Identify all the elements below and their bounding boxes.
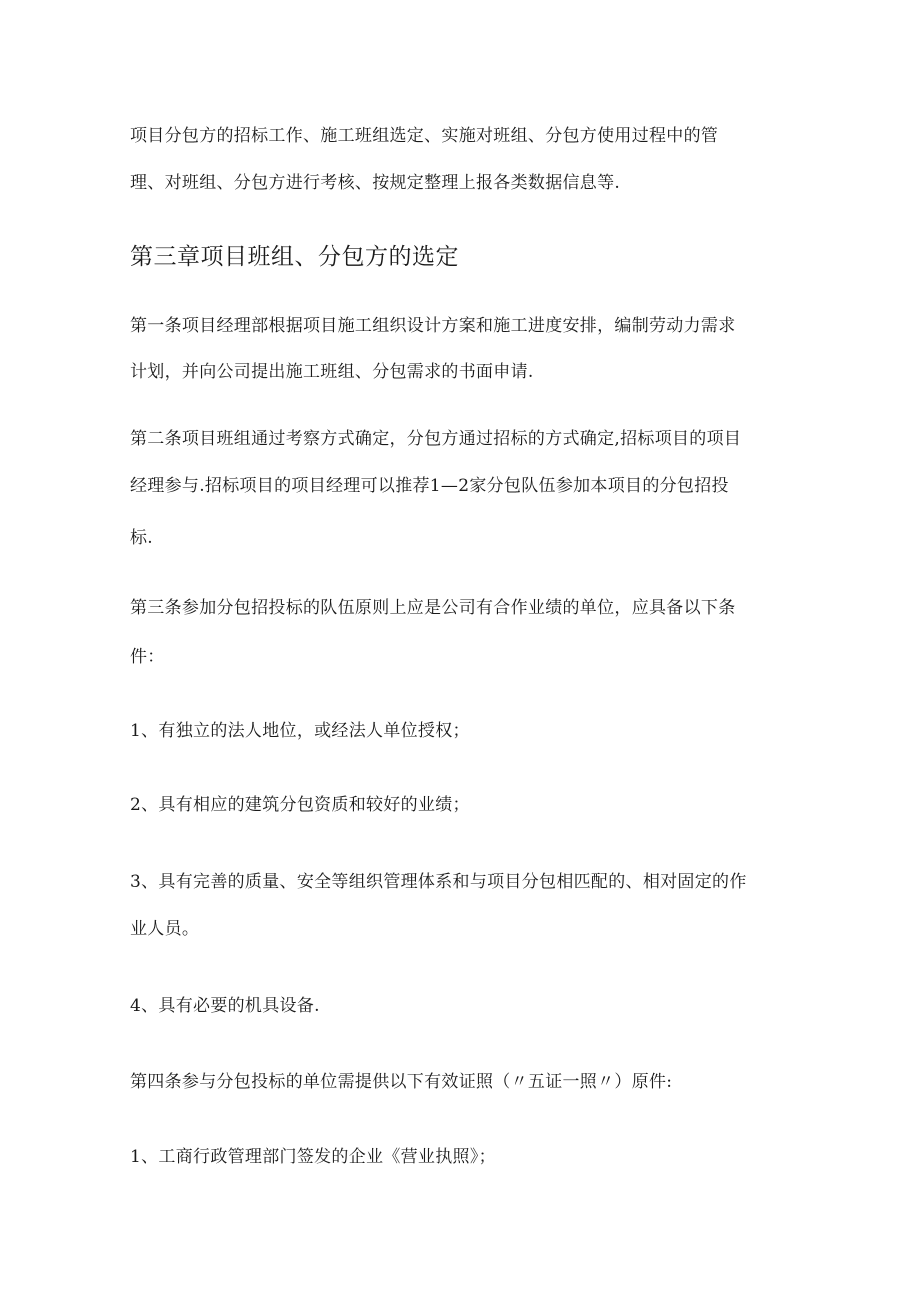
list-item: 4、具有必要的机具设备. [130,996,320,1016]
body-text-line: 计划，并向公司提出施工班组、分包需求的书面申请. [130,362,534,382]
body-text-line: 第一条项目经理部根据项目施工组织设计方案和施工进度安排，编制劳动力需求 [130,316,736,336]
body-text-line: 理、对班组、分包方进行考核、按规定整理上报各类数据信息等. [130,173,621,193]
body-text-line: 项目分包方的招标工作、施工班组选定、实施对班组、分包方使用过程中的管 [130,126,719,146]
body-text-line: 件： [130,647,165,667]
list-item: 业人员。 [130,919,200,939]
body-text-line: 第三条参加分包招投标的队伍原则上应是公司有合作业绩的单位，应具备以下条 [130,598,736,618]
list-item: 3、具有完善的质量、安全等组织管理体系和与项目分包相匹配的、相对固定的作 [130,872,747,892]
list-item: 2、具有相应的建筑分包资质和较好的业绩； [130,795,470,815]
list-item: 1、有独立的法人地位，或经法人单位授权； [130,721,470,741]
body-text-line: 标. [130,528,154,548]
list-item: 1、工商行政管理部门签发的企业《营业执照》； [130,1147,496,1167]
body-text-line: 经理参与.招标项目的项目经理可以推荐1—2家分包队伍参加本项目的分包招投 [130,476,729,496]
chapter-heading: 第三章项目班组、分包方的选定 [130,244,459,270]
body-text-line: 第四条参与分包投标的单位需提供以下有效证照（〃五证一照〃）原件: [130,1072,673,1092]
body-text-line: 第二条项目班组通过考察方式确定，分包方通过招标的方式确定,招标项目的项目 [130,429,742,449]
